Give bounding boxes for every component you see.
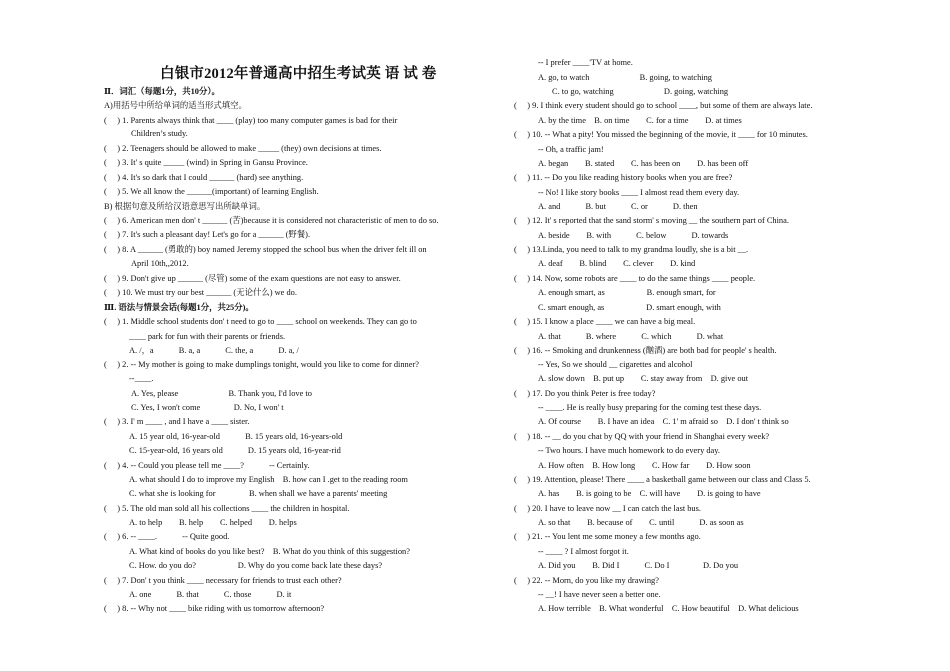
right-line: A. go, to watch B. going, to watching — [538, 73, 712, 82]
left-line: ( ) 2. -- My mother is going to make dumplings tonight, would you like to come for dinner? — [104, 360, 419, 369]
right-line: ( ) 17. Do you think Peter is free today? — [514, 389, 656, 398]
left-line: B) 根据句意及所给汉语意思写出所缺单词。 — [104, 202, 266, 211]
right-line: ( ) 21. -- You lent me some money a few months ago. — [514, 532, 701, 541]
right-line: A. Of course B. I have an idea C. 1' m afraid so D. I don' t think so — [538, 417, 789, 426]
right-line: ( ) 15. I know a place ____ we can have a big meal. — [514, 317, 696, 326]
left-line: C. How. do you do? D. Why do you come back late these days? — [129, 561, 383, 570]
right-line: -- __! I have never seen a better one. — [538, 590, 661, 599]
right-line: A. Did you B. Did I C. Do I D. Do you — [538, 561, 739, 570]
page-title: 白银市2012年普通高中招生考试英 语 试 卷 — [160, 66, 437, 82]
right-line: A. deaf B. blind C. clever D. kind — [538, 259, 696, 268]
left-line: ( ) 1. Middle school students don' t need to go to ____ school on weekends. They can go to — [104, 317, 417, 326]
right-line: ( ) 22. -- Morn, do you like my drawing? — [514, 576, 659, 585]
right-line: A. has B. is going to be C. will have D. is going to have — [538, 489, 761, 498]
right-line: -- Yes, So we should __ cigarettes and alcohol — [538, 360, 693, 369]
left-line: A. /，a B. a, a C. the, a D. a, / — [129, 346, 299, 355]
left-line: Ⅲ. 语法与情景会话(每题1分，共25分)。 — [104, 303, 254, 312]
left-line: ( ) 1. Parents always think that ____ (play) too many computer games is bad for their — [104, 116, 398, 125]
left-line: ( ) 3. I' m ____ , and I have a ____ sister. — [104, 417, 250, 426]
right-line: ( ) 9. I think every student should go to school ____, but some of them are always late. — [514, 101, 813, 110]
right-line: A. How often B. How long C. How far D. How soon — [538, 461, 751, 470]
left-line: A. Yes, please B. Thank you, I'd love to — [131, 389, 312, 398]
left-line: ( ) 7. It's such a pleasant day! Let's go for a ______ (野餐). — [104, 230, 311, 239]
left-line: April 10th,,2012. — [131, 259, 189, 268]
right-line: A. beside B. with C. below D. towards — [538, 231, 729, 240]
left-line: ( ) 10. We must try our best ______ (无论什么) we do. — [104, 288, 297, 297]
right-line: -- No! I like story books ____ I almost read them every day. — [538, 188, 740, 197]
left-line: Children’s study. — [131, 129, 188, 138]
left-line: ( ) 4. It's so dark that I could ______ (hard) see anything. — [104, 173, 304, 182]
right-line: -- I prefer ____'TV at home. — [538, 58, 633, 67]
left-line: A. what should I do to improve my English B. how can I .get to the reading room — [129, 475, 408, 484]
left-line: A. one B. that C. those D. it — [129, 590, 292, 599]
right-line: ( ) 11. -- Do you like reading history books when you are free? — [514, 173, 733, 182]
left-line: ( ) 4. -- Could you please tell me ____? -- Certainly. — [104, 461, 310, 470]
left-line: ( ) 5. The old man sold all his collections ____ the children in hospital. — [104, 504, 350, 513]
left-line: ( ) 9. Don't give up ______ (尽管) some of the exam questions are not easy to answer. — [104, 274, 401, 283]
left-line: C. what she is looking for B. when shall we have a parents' meeting — [129, 489, 388, 498]
left-line: ( ) 6. American men don' t ______ (苦)because it is considered not characteristic of men to do so. — [104, 216, 439, 225]
right-line: ( ) 18. -- __ do you chat by QQ with your friend in Shanghai every week? — [514, 432, 770, 441]
right-line: A. began B. stated C. has been on D. has been off — [538, 159, 749, 168]
left-line: ( ) 8. A ______ (勇敢的) boy named Jeremy stopped the school bus when the driver felt ill on — [104, 245, 427, 254]
left-line: C. Yes, I won't come D. No, I won' t — [131, 403, 284, 412]
right-line: ( ) 10. -- What a pity! You missed the beginning of the movie, it ____ for 10 minutes. — [514, 130, 808, 139]
left-line: A. What kind of books do you like best? B. What do you think of this suggestion? — [129, 547, 410, 556]
right-line: -- Two hours. I have much homework to do every day. — [538, 446, 720, 455]
left-line: ( ) 5. We all know the ______(important) of learning English. — [104, 187, 319, 196]
right-line: ( ) 14. Now, some robots are ____ to do the same things ____ people. — [514, 274, 756, 283]
right-line: ( ) 19. Attention, please! There ____ a basketball game between our class and Class 5. — [514, 475, 811, 484]
right-line: ( ) 20. I have to leave now __ I can catch the last bus. — [514, 504, 701, 513]
left-line: ( ) 2. Teenagers should be allowed to make _____ (they) own decisions at times. — [104, 144, 382, 153]
right-line: ( ) 16. -- Smoking and drunkenness (酗酒) are both bad for people' s health. — [514, 346, 777, 355]
left-line: --____. — [129, 374, 154, 383]
right-line: -- ____. He is really busy preparing for the coming test these days. — [538, 403, 762, 412]
left-line: ( ) 7. Don' t you think ____ necessary for friends to trust each other? — [104, 576, 342, 585]
right-line: A. How terrible B. What wonderful C. How beautiful D. What delicious — [538, 604, 799, 613]
left-line: ( ) 6. -- ____. -- Quite good. — [104, 532, 230, 541]
right-line: A. slow down B. put up C. stay away from D. give out — [538, 374, 749, 383]
right-line: -- Oh, a traffic jam! — [538, 145, 604, 154]
left-line: ( ) 8. -- Why not ____ bike riding with us tomorrow afternoon? — [104, 604, 325, 613]
right-line: C. smart enough, as D. smart enough, with — [538, 303, 721, 312]
right-line: A. enough smart, as B. enough smart, for — [538, 288, 716, 297]
right-line: A. so that B. because of C. until D. as soon as — [538, 518, 744, 527]
right-line: A. by the time B. on time C. for a time D. at times — [538, 116, 742, 125]
left-line: ____ park for fun with their parents or friends. — [129, 332, 286, 341]
left-line: Ⅱ．词汇（每题1分，共10分）。 — [104, 87, 220, 96]
left-line: A)用括号中所给单词的适当形式填空。 — [104, 101, 247, 110]
right-line: C. to go, watching D. going, watching — [552, 87, 729, 96]
left-line: C. 15-year-old, 16 years old D. 15 years old, 16-year-rid — [129, 446, 341, 455]
right-line: A. that B. where C. which D. what — [538, 332, 724, 341]
right-line: ( ) 13.Linda, you need to talk to my grandma loudly, she is a bit __. — [514, 245, 749, 254]
right-line: -- ____ ? I almost forgot it. — [538, 547, 629, 556]
left-line: A. to help B. help C. helped D. helps — [129, 518, 297, 527]
left-line: A. 15 year old, 16-year-old B. 15 years old, 16-years-old — [129, 432, 343, 441]
right-line: A. and B. but C. or D. then — [538, 202, 698, 211]
left-line: ( ) 3. It' s quite _____ (wind) in Spring in Gansu Province. — [104, 158, 308, 167]
right-line: ( ) 12. It' s reported that the sand storm' s moving __ the southern part of China. — [514, 216, 789, 225]
